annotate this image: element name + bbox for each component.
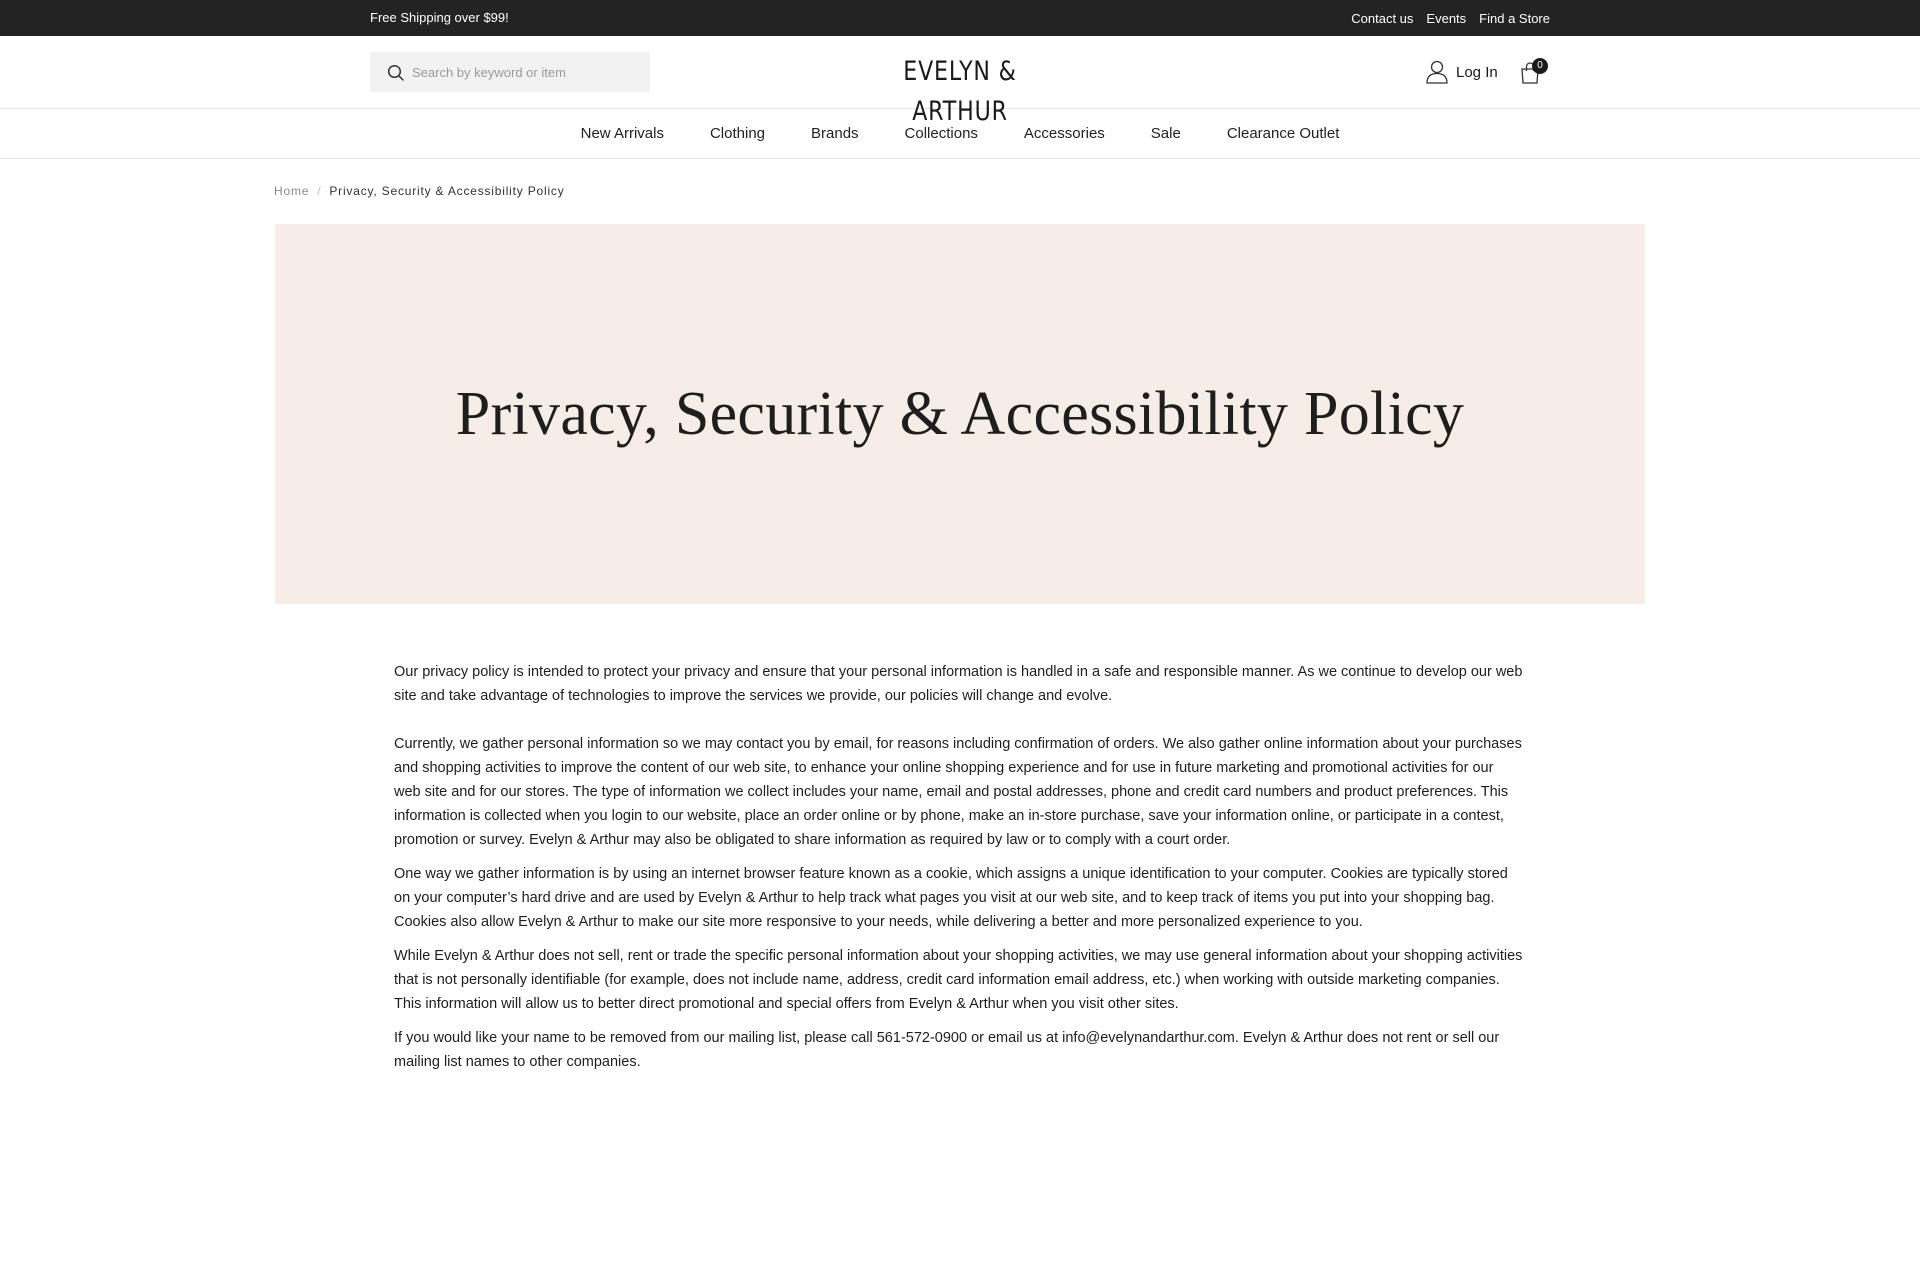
login-label: Log In [1456, 63, 1498, 81]
bag-count-badge: 0 [1532, 58, 1548, 74]
breadcrumb-current: Privacy, Security & Accessibility Policy [329, 184, 565, 198]
login-button[interactable] [1426, 58, 1498, 86]
breadcrumb [274, 184, 565, 198]
policy-paragraph: Our privacy policy is intended to protect your privacy and ensure that your personal information is handled in a safe and responsible manner. As we continue to develop our web site and take advantage of technologies to improve the services we provide, our policies will change and evolve. [394, 664, 1523, 704]
find-a-store-link[interactable]: Find a Store [1479, 10, 1550, 26]
breadcrumb-separator: / [317, 184, 322, 198]
nav-item-new-arrivals[interactable]: New Arrivals [580, 125, 664, 142]
top-announcement-bar [0, 0, 1920, 36]
policy-paragraph: If you would like your name to be removed from our mailing list, please call 561-572-0900 or email us at info@evelynandarthur.com. Evelyn & Arthur does not rent or sell our mailing list names to other companies. [394, 1030, 1500, 1070]
policy-content [394, 660, 1524, 1084]
nav-item-collections[interactable]: Collections [904, 125, 978, 142]
site-logo[interactable]: EVELYN & ARTHUR [903, 56, 1017, 127]
policy-paragraph: One way we gather information is by using an internet browser feature known as a cookie, which assigns a unique identification to your computer. Cookies are typically stored on your computer’s hard drive and are used by Evelyn & Arthur to help track what pages you visit at our web site, and to keep track of items you put into your shopping bag. Cookies also allow Evelyn & Arthur to make our site more responsive to your needs, while delivering a better and more personalized experience to you. [394, 866, 1508, 930]
utility-links [1351, 0, 1550, 36]
search-input[interactable] [410, 52, 640, 92]
nav-item-clearance-outlet[interactable]: Clearance Outlet [1226, 125, 1340, 142]
nav-item-brands[interactable]: Brands [811, 125, 859, 142]
shopping-bag-button[interactable] [1520, 58, 1550, 88]
main-navigation [0, 109, 1920, 159]
search-box [370, 52, 650, 92]
hero-banner [275, 224, 1645, 604]
nav-item-clothing[interactable]: Clothing [709, 125, 766, 142]
nav-item-accessories[interactable]: Accessories [1023, 125, 1105, 142]
policy-paragraph: Currently, we gather personal information so we may contact you by email, for reasons including confirmation of orders. We also gather online information about your purchases and shopping activities to improve the content of our web site, to enhance your online shopping experience and for use in future marketing and promotional activities for our web site and for our stores. The type of information we collect includes your name, email and postal addresses, phone and credit card numbers and product preferences. This information is collected when you login to our website, place an order online or by phone, make an in-store purchase, save your information online, or participate in a contest, promotion or survey. Evelyn & Arthur may also be obligated to share information as required by law or to comply with a court order. [394, 736, 1522, 848]
policy-paragraph: While Evelyn & Arthur does not sell, rent or trade the specific personal information about your shopping activities, we may use general information about your shopping activities that is not personally identifiable (for example, does not include name, address, credit card information email address, etc.) when working with outside marketing companies. This information will allow us to better direct promotional and special offers from Evelyn & Arthur when you visit other sites. [394, 948, 1523, 1012]
breadcrumb-home-link[interactable]: Home [274, 184, 310, 198]
events-link[interactable]: Events [1426, 10, 1467, 26]
contact-us-link[interactable]: Contact us [1351, 10, 1414, 26]
page-title: Privacy, Security & Accessibility Policy [455, 379, 1465, 448]
free-shipping-text: Free Shipping over $99! [370, 10, 509, 25]
site-header [0, 36, 1920, 127]
nav-item-sale[interactable]: Sale [1150, 125, 1181, 142]
search-icon[interactable] [387, 64, 405, 82]
user-icon [1426, 60, 1448, 84]
